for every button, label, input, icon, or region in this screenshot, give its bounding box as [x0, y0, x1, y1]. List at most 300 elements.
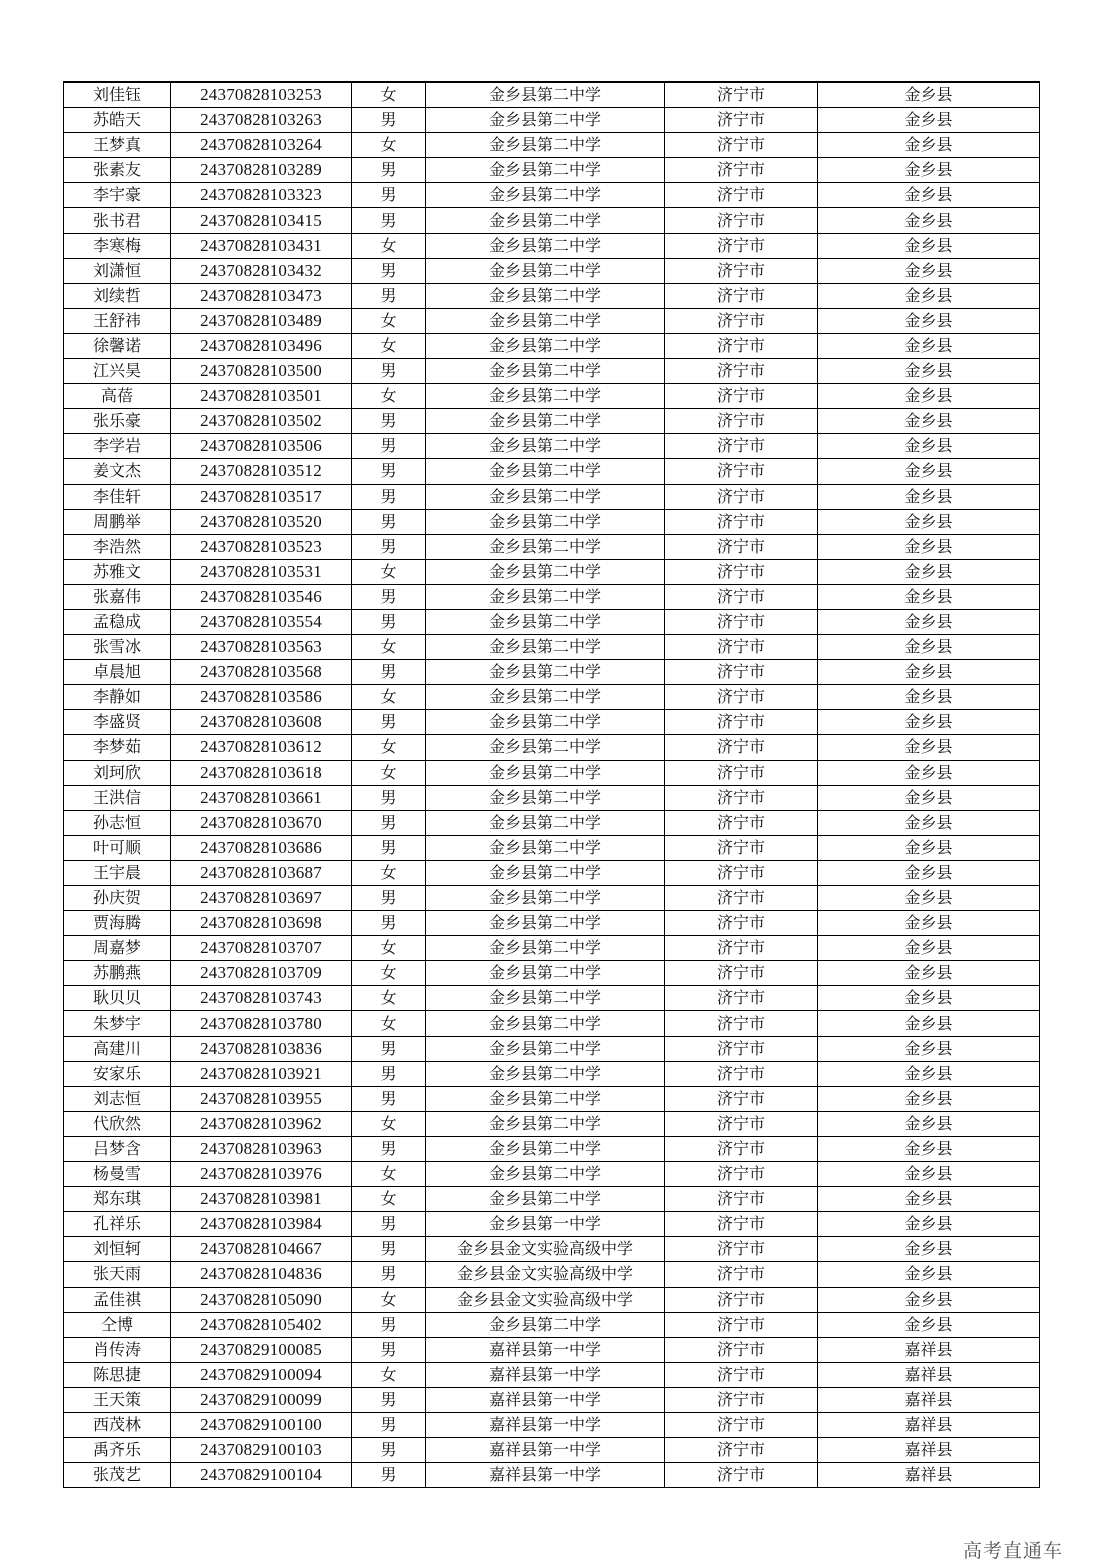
- table-row: [64, 609, 1040, 634]
- county-cell: 金乡县: [818, 133, 1040, 158]
- school-cell: 金乡县第二中学: [426, 233, 665, 258]
- gender-cell: 男: [352, 183, 426, 208]
- name-cell: 徐馨诺: [64, 333, 171, 358]
- table-row: [64, 333, 1040, 358]
- name-cell: 李静如: [64, 685, 171, 710]
- school-cell: 金乡县第二中学: [426, 283, 665, 308]
- name-cell: 李学岩: [64, 434, 171, 459]
- county-cell: 金乡县: [818, 108, 1040, 133]
- gender-cell: 男: [352, 1412, 426, 1437]
- city-cell: 济宁市: [665, 785, 818, 810]
- name-cell: 安家乐: [64, 1061, 171, 1086]
- gender-cell: 男: [352, 459, 426, 484]
- table-row: [64, 1136, 1040, 1161]
- city-cell: 济宁市: [665, 1463, 818, 1488]
- table-row: [64, 1011, 1040, 1036]
- table-row: [64, 308, 1040, 333]
- table-row: [64, 509, 1040, 534]
- table-row: [64, 208, 1040, 233]
- name-cell: 张茂艺: [64, 1463, 171, 1488]
- county-cell: 金乡县: [818, 233, 1040, 258]
- name-cell: 代欣然: [64, 1111, 171, 1136]
- city-cell: 济宁市: [665, 835, 818, 860]
- table-row: [64, 233, 1040, 258]
- table-row: [64, 911, 1040, 936]
- name-cell: 西茂林: [64, 1412, 171, 1437]
- gender-cell: 女: [352, 233, 426, 258]
- city-cell: 济宁市: [665, 208, 818, 233]
- exam-id-cell: 24370829100104: [171, 1463, 352, 1488]
- gender-cell: 男: [352, 1036, 426, 1061]
- name-cell: 王天策: [64, 1387, 171, 1412]
- name-cell: 叶可顺: [64, 835, 171, 860]
- name-cell: 耿贝贝: [64, 986, 171, 1011]
- school-cell: 金乡县第二中学: [426, 1061, 665, 1086]
- city-cell: 济宁市: [665, 760, 818, 785]
- school-cell: 金乡县第二中学: [426, 1162, 665, 1187]
- city-cell: 济宁市: [665, 685, 818, 710]
- gender-cell: 男: [352, 785, 426, 810]
- exam-id-cell: 24370828103608: [171, 710, 352, 735]
- school-cell: 金乡县第一中学: [426, 1212, 665, 1237]
- school-cell: 金乡县第二中学: [426, 559, 665, 584]
- city-cell: 济宁市: [665, 1136, 818, 1161]
- county-cell: 金乡县: [818, 584, 1040, 609]
- table-row: [64, 359, 1040, 384]
- table-row: [64, 1312, 1040, 1337]
- county-cell: 金乡县: [818, 1136, 1040, 1161]
- city-cell: 济宁市: [665, 1061, 818, 1086]
- gender-cell: 女: [352, 986, 426, 1011]
- name-cell: 张嘉伟: [64, 584, 171, 609]
- gender-cell: 男: [352, 1136, 426, 1161]
- name-cell: 李盛贤: [64, 710, 171, 735]
- table-row: [64, 1337, 1040, 1362]
- gender-cell: 男: [352, 835, 426, 860]
- table-row: [64, 1387, 1040, 1412]
- school-cell: 金乡县第二中学: [426, 785, 665, 810]
- gender-cell: 女: [352, 760, 426, 785]
- city-cell: 济宁市: [665, 911, 818, 936]
- county-cell: 金乡县: [818, 459, 1040, 484]
- exam-id-cell: 24370828104836: [171, 1262, 352, 1287]
- table-row: [64, 1287, 1040, 1312]
- table-row: [64, 635, 1040, 660]
- name-cell: 张乐豪: [64, 409, 171, 434]
- gender-cell: 男: [352, 434, 426, 459]
- county-cell: 嘉祥县: [818, 1412, 1040, 1437]
- name-cell: 周嘉梦: [64, 936, 171, 961]
- school-cell: 嘉祥县第一中学: [426, 1362, 665, 1387]
- city-cell: 济宁市: [665, 409, 818, 434]
- exam-id-cell: 24370828103502: [171, 409, 352, 434]
- school-cell: 金乡县第二中学: [426, 1187, 665, 1212]
- city-cell: 济宁市: [665, 534, 818, 559]
- exam-id-cell: 24370828103432: [171, 258, 352, 283]
- table-row: [64, 735, 1040, 760]
- gender-cell: 男: [352, 283, 426, 308]
- city-cell: 济宁市: [665, 484, 818, 509]
- table-row: [64, 434, 1040, 459]
- name-cell: 李寒梅: [64, 233, 171, 258]
- name-cell: 杨曼雪: [64, 1162, 171, 1187]
- school-cell: 金乡县第二中学: [426, 509, 665, 534]
- exam-id-cell: 24370828103289: [171, 158, 352, 183]
- table-row: [64, 1162, 1040, 1187]
- exam-id-cell: 24370828103661: [171, 785, 352, 810]
- city-cell: 济宁市: [665, 509, 818, 534]
- name-cell: 李佳轩: [64, 484, 171, 509]
- exam-id-cell: 24370828103618: [171, 760, 352, 785]
- county-cell: 金乡县: [818, 434, 1040, 459]
- school-cell: 金乡县第二中学: [426, 835, 665, 860]
- county-cell: 金乡县: [818, 384, 1040, 409]
- table-row: [64, 1262, 1040, 1287]
- table-row: [64, 133, 1040, 158]
- exam-id-cell: 24370828103586: [171, 685, 352, 710]
- county-cell: 嘉祥县: [818, 1438, 1040, 1463]
- exam-id-cell: 24370828103698: [171, 911, 352, 936]
- county-cell: 金乡县: [818, 710, 1040, 735]
- gender-cell: 男: [352, 1463, 426, 1488]
- county-cell: 金乡县: [818, 986, 1040, 1011]
- gender-cell: 女: [352, 936, 426, 961]
- name-cell: 张书君: [64, 208, 171, 233]
- gender-cell: 男: [352, 660, 426, 685]
- table-row: [64, 1111, 1040, 1136]
- county-cell: 金乡县: [818, 860, 1040, 885]
- exam-id-cell: 24370828103546: [171, 584, 352, 609]
- city-cell: 济宁市: [665, 1011, 818, 1036]
- city-cell: 济宁市: [665, 1287, 818, 1312]
- gender-cell: 男: [352, 108, 426, 133]
- county-cell: 金乡县: [818, 509, 1040, 534]
- gender-cell: 女: [352, 1162, 426, 1187]
- exam-id-cell: 24370828103563: [171, 635, 352, 660]
- school-cell: 金乡县第二中学: [426, 584, 665, 609]
- gender-cell: 男: [352, 1337, 426, 1362]
- exam-id-cell: 24370828103253: [171, 82, 352, 108]
- county-cell: 金乡县: [818, 1237, 1040, 1262]
- roster-body: [64, 82, 1040, 1488]
- name-cell: 刘恒轲: [64, 1237, 171, 1262]
- gender-cell: 男: [352, 911, 426, 936]
- city-cell: 济宁市: [665, 635, 818, 660]
- gender-cell: 男: [352, 534, 426, 559]
- table-row: [64, 484, 1040, 509]
- gender-cell: 男: [352, 484, 426, 509]
- city-cell: 济宁市: [665, 258, 818, 283]
- exam-id-cell: 24370828103263: [171, 108, 352, 133]
- city-cell: 济宁市: [665, 108, 818, 133]
- city-cell: 济宁市: [665, 1337, 818, 1362]
- table-row: [64, 1187, 1040, 1212]
- gender-cell: 男: [352, 409, 426, 434]
- county-cell: 金乡县: [818, 158, 1040, 183]
- county-cell: 金乡县: [818, 961, 1040, 986]
- city-cell: 济宁市: [665, 1412, 818, 1437]
- county-cell: 金乡县: [818, 1162, 1040, 1187]
- county-cell: 金乡县: [818, 785, 1040, 810]
- city-cell: 济宁市: [665, 133, 818, 158]
- table-row: [64, 1438, 1040, 1463]
- city-cell: 济宁市: [665, 886, 818, 911]
- gender-cell: 女: [352, 735, 426, 760]
- exam-id-cell: 24370829100100: [171, 1412, 352, 1437]
- exam-id-cell: 24370828105402: [171, 1312, 352, 1337]
- exam-id-cell: 24370828103955: [171, 1086, 352, 1111]
- school-cell: 嘉祥县第一中学: [426, 1463, 665, 1488]
- name-cell: 刘珂欣: [64, 760, 171, 785]
- school-cell: 金乡县第二中学: [426, 609, 665, 634]
- county-cell: 嘉祥县: [818, 1337, 1040, 1362]
- county-cell: 金乡县: [818, 609, 1040, 634]
- gender-cell: 女: [352, 333, 426, 358]
- name-cell: 吕梦含: [64, 1136, 171, 1161]
- exam-id-cell: 24370828103707: [171, 936, 352, 961]
- school-cell: 金乡县第二中学: [426, 1111, 665, 1136]
- name-cell: 肖传涛: [64, 1337, 171, 1362]
- city-cell: 济宁市: [665, 860, 818, 885]
- name-cell: 孟稳成: [64, 609, 171, 634]
- table-row: [64, 183, 1040, 208]
- county-cell: 金乡县: [818, 1212, 1040, 1237]
- gender-cell: 男: [352, 1212, 426, 1237]
- name-cell: 高蓓: [64, 384, 171, 409]
- table-row: [64, 835, 1040, 860]
- school-cell: 金乡县第二中学: [426, 886, 665, 911]
- county-cell: 金乡县: [818, 258, 1040, 283]
- gender-cell: 男: [352, 1061, 426, 1086]
- school-cell: 金乡县第二中学: [426, 459, 665, 484]
- county-cell: 金乡县: [818, 333, 1040, 358]
- gender-cell: 女: [352, 635, 426, 660]
- name-cell: 朱梦宇: [64, 1011, 171, 1036]
- gender-cell: 男: [352, 509, 426, 534]
- county-cell: 金乡县: [818, 735, 1040, 760]
- table-row: [64, 384, 1040, 409]
- city-cell: 济宁市: [665, 183, 818, 208]
- city-cell: 济宁市: [665, 810, 818, 835]
- name-cell: 刘续哲: [64, 283, 171, 308]
- school-cell: 金乡县金文实验高级中学: [426, 1287, 665, 1312]
- name-cell: 禹齐乐: [64, 1438, 171, 1463]
- watermark-text: 高考直通车: [963, 1540, 1064, 1562]
- name-cell: 陈思捷: [64, 1362, 171, 1387]
- name-cell: 孟佳祺: [64, 1287, 171, 1312]
- table-row: [64, 1412, 1040, 1437]
- school-cell: 金乡县第二中学: [426, 760, 665, 785]
- city-cell: 济宁市: [665, 1262, 818, 1287]
- exam-id-cell: 24370828103612: [171, 735, 352, 760]
- gender-cell: 男: [352, 584, 426, 609]
- table-row: [64, 710, 1040, 735]
- county-cell: 嘉祥县: [818, 1362, 1040, 1387]
- school-cell: 金乡县第二中学: [426, 183, 665, 208]
- county-cell: 金乡县: [818, 685, 1040, 710]
- name-cell: 卓晨旭: [64, 660, 171, 685]
- gender-cell: 女: [352, 308, 426, 333]
- name-cell: 孙庆贺: [64, 886, 171, 911]
- gender-cell: 男: [352, 208, 426, 233]
- county-cell: 金乡县: [818, 559, 1040, 584]
- table-row: [64, 660, 1040, 685]
- city-cell: 济宁市: [665, 1362, 818, 1387]
- city-cell: 济宁市: [665, 1438, 818, 1463]
- city-cell: 济宁市: [665, 1036, 818, 1061]
- exam-id-cell: 24370828103921: [171, 1061, 352, 1086]
- name-cell: 张素友: [64, 158, 171, 183]
- table-row: [64, 936, 1040, 961]
- school-cell: 嘉祥县第一中学: [426, 1337, 665, 1362]
- school-cell: 金乡县第二中学: [426, 484, 665, 509]
- city-cell: 济宁市: [665, 1312, 818, 1337]
- city-cell: 济宁市: [665, 384, 818, 409]
- school-cell: 金乡县第二中学: [426, 810, 665, 835]
- exam-id-cell: 24370828103687: [171, 860, 352, 885]
- name-cell: 李宇豪: [64, 183, 171, 208]
- exam-id-cell: 24370829100085: [171, 1337, 352, 1362]
- gender-cell: 男: [352, 1086, 426, 1111]
- school-cell: 金乡县第二中学: [426, 258, 665, 283]
- exam-id-cell: 24370828103963: [171, 1136, 352, 1161]
- city-cell: 济宁市: [665, 961, 818, 986]
- table-row: [64, 810, 1040, 835]
- school-cell: 金乡县第二中学: [426, 208, 665, 233]
- county-cell: 金乡县: [818, 82, 1040, 108]
- county-cell: 金乡县: [818, 359, 1040, 384]
- county-cell: 金乡县: [818, 283, 1040, 308]
- county-cell: 金乡县: [818, 1262, 1040, 1287]
- gender-cell: 女: [352, 961, 426, 986]
- city-cell: 济宁市: [665, 1387, 818, 1412]
- exam-id-cell: 24370828103500: [171, 359, 352, 384]
- table-row: [64, 961, 1040, 986]
- city-cell: 济宁市: [665, 459, 818, 484]
- name-cell: 苏皓天: [64, 108, 171, 133]
- name-cell: 张雪冰: [64, 635, 171, 660]
- school-cell: 金乡县第二中学: [426, 534, 665, 559]
- table-row: [64, 459, 1040, 484]
- name-cell: 周鹏举: [64, 509, 171, 534]
- name-cell: 孙志恒: [64, 810, 171, 835]
- gender-cell: 男: [352, 158, 426, 183]
- school-cell: 金乡县第二中学: [426, 860, 665, 885]
- gender-cell: 男: [352, 359, 426, 384]
- gender-cell: 女: [352, 1362, 426, 1387]
- exam-id-cell: 24370828105090: [171, 1287, 352, 1312]
- exam-id-cell: 24370828103981: [171, 1187, 352, 1212]
- school-cell: 金乡县第二中学: [426, 1011, 665, 1036]
- exam-id-cell: 24370829100099: [171, 1387, 352, 1412]
- exam-id-cell: 24370828103670: [171, 810, 352, 835]
- gender-cell: 女: [352, 1287, 426, 1312]
- exam-id-cell: 24370828103323: [171, 183, 352, 208]
- gender-cell: 男: [352, 1237, 426, 1262]
- table-row: [64, 1036, 1040, 1061]
- city-cell: 济宁市: [665, 609, 818, 634]
- county-cell: 金乡县: [818, 208, 1040, 233]
- name-cell: 王洪信: [64, 785, 171, 810]
- name-cell: 刘佳钰: [64, 82, 171, 108]
- table-row: [64, 1463, 1040, 1488]
- exam-id-cell: 24370828103431: [171, 233, 352, 258]
- school-cell: 金乡县第二中学: [426, 1036, 665, 1061]
- school-cell: 金乡县第二中学: [426, 108, 665, 133]
- city-cell: 济宁市: [665, 158, 818, 183]
- county-cell: 金乡县: [818, 1287, 1040, 1312]
- exam-id-cell: 24370828103686: [171, 835, 352, 860]
- county-cell: 金乡县: [818, 1312, 1040, 1337]
- school-cell: 金乡县第二中学: [426, 710, 665, 735]
- gender-cell: 女: [352, 133, 426, 158]
- table-row: [64, 409, 1040, 434]
- gender-cell: 女: [352, 1187, 426, 1212]
- school-cell: 金乡县第二中学: [426, 333, 665, 358]
- table-row: [64, 1237, 1040, 1262]
- city-cell: 济宁市: [665, 1162, 818, 1187]
- county-cell: 嘉祥县: [818, 1387, 1040, 1412]
- table-row: [64, 534, 1040, 559]
- table-row: [64, 258, 1040, 283]
- table-row: [64, 986, 1040, 1011]
- city-cell: 济宁市: [665, 936, 818, 961]
- gender-cell: 女: [352, 685, 426, 710]
- exam-id-cell: 24370829100094: [171, 1362, 352, 1387]
- table-row: [64, 760, 1040, 785]
- gender-cell: 男: [352, 1262, 426, 1287]
- exam-id-cell: 24370828103506: [171, 434, 352, 459]
- gender-cell: 女: [352, 1011, 426, 1036]
- name-cell: 姜文杰: [64, 459, 171, 484]
- city-cell: 济宁市: [665, 735, 818, 760]
- exam-id-cell: 24370828103496: [171, 333, 352, 358]
- school-cell: 金乡县第二中学: [426, 133, 665, 158]
- student-roster-table: [63, 81, 1040, 1488]
- name-cell: 李梦茹: [64, 735, 171, 760]
- county-cell: 金乡县: [818, 810, 1040, 835]
- school-cell: 嘉祥县第一中学: [426, 1387, 665, 1412]
- exam-id-cell: 24370828103554: [171, 609, 352, 634]
- name-cell: 刘潇恒: [64, 258, 171, 283]
- city-cell: 济宁市: [665, 233, 818, 258]
- name-cell: 李浩然: [64, 534, 171, 559]
- gender-cell: 女: [352, 1111, 426, 1136]
- school-cell: 金乡县第二中学: [426, 359, 665, 384]
- name-cell: 高建川: [64, 1036, 171, 1061]
- gender-cell: 男: [352, 810, 426, 835]
- table-row: [64, 559, 1040, 584]
- exam-id-cell: 24370828103709: [171, 961, 352, 986]
- city-cell: 济宁市: [665, 584, 818, 609]
- exam-id-cell: 24370828103489: [171, 308, 352, 333]
- county-cell: 金乡县: [818, 911, 1040, 936]
- school-cell: 金乡县第二中学: [426, 660, 665, 685]
- county-cell: 金乡县: [818, 534, 1040, 559]
- county-cell: 嘉祥县: [818, 1463, 1040, 1488]
- exam-id-cell: 24370828103697: [171, 886, 352, 911]
- city-cell: 济宁市: [665, 986, 818, 1011]
- exam-id-cell: 24370828103984: [171, 1212, 352, 1237]
- gender-cell: 女: [352, 384, 426, 409]
- school-cell: 金乡县金文实验高级中学: [426, 1262, 665, 1287]
- table-row: [64, 1362, 1040, 1387]
- exam-id-cell: 24370828103780: [171, 1011, 352, 1036]
- county-cell: 金乡县: [818, 1111, 1040, 1136]
- exam-id-cell: 24370828103512: [171, 459, 352, 484]
- county-cell: 金乡县: [818, 660, 1040, 685]
- school-cell: 金乡县第二中学: [426, 961, 665, 986]
